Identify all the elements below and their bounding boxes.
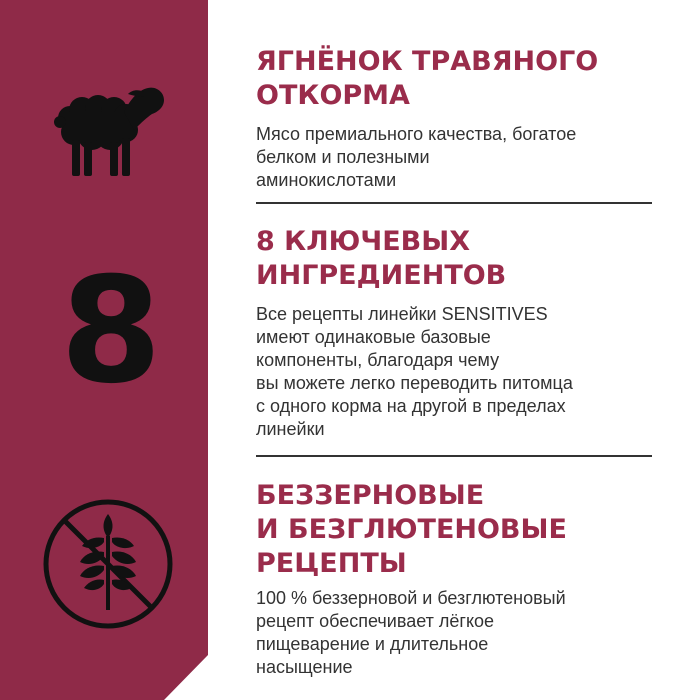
feature-description-line: компоненты, благодаря чему (256, 350, 500, 370)
divider (256, 202, 652, 204)
feature-description (256, 123, 676, 192)
feature-grass-fed-lamb (256, 45, 676, 192)
feature-description-line: Мясо премиального качества, богатое (256, 124, 577, 144)
feature-description-line: пищеварение и длительное (256, 634, 489, 654)
feature-grain-free (256, 479, 676, 679)
feature-description-line: вы можете легко переводить питомца (256, 373, 573, 393)
feature-title (256, 479, 676, 581)
feature-title-line: ОТКОРМА (256, 80, 410, 111)
feature-title-line: ЯГНЁНОК ТРАВЯНОГО (256, 46, 599, 77)
feature-description-line: 100 % беззерновой и безглютеновый (256, 588, 566, 608)
feature-title-line: 8 КЛЮЧЕВЫХ (256, 226, 471, 257)
feature-description-line: с одного корма на другой в пределах (256, 396, 566, 416)
feature-description-line: линейки (256, 419, 325, 439)
feature-description-line: имеют одинаковые базовые (256, 327, 491, 347)
feature-description-line: аминокислотами (256, 170, 397, 190)
feature-description (256, 587, 676, 679)
feature-title (256, 45, 676, 113)
feature-title (256, 225, 676, 293)
no-grain-icon (40, 496, 176, 632)
feature-key-ingredients (256, 225, 676, 441)
feature-description-line: Все рецепты линейки SENSITIVES (256, 304, 548, 324)
feature-description-line: белком и полезными (256, 147, 430, 167)
feature-title-line: ИНГРЕДИЕНТОВ (256, 260, 507, 291)
lamb-icon (52, 80, 172, 180)
feature-title-line: РЕЦЕПТЫ (256, 548, 407, 579)
feature-title-line: БЕЗЗЕРНОВЫЕ (256, 480, 485, 511)
feature-description-line: рецепт обеспечивает лёгкое (256, 611, 495, 631)
divider (256, 455, 652, 457)
feature-description (256, 303, 676, 441)
feature-description-line: насыщение (256, 657, 353, 677)
number-8: 8 (60, 246, 160, 416)
feature-title-line: И БЕЗГЛЮТЕНОВЫЕ (256, 514, 567, 545)
